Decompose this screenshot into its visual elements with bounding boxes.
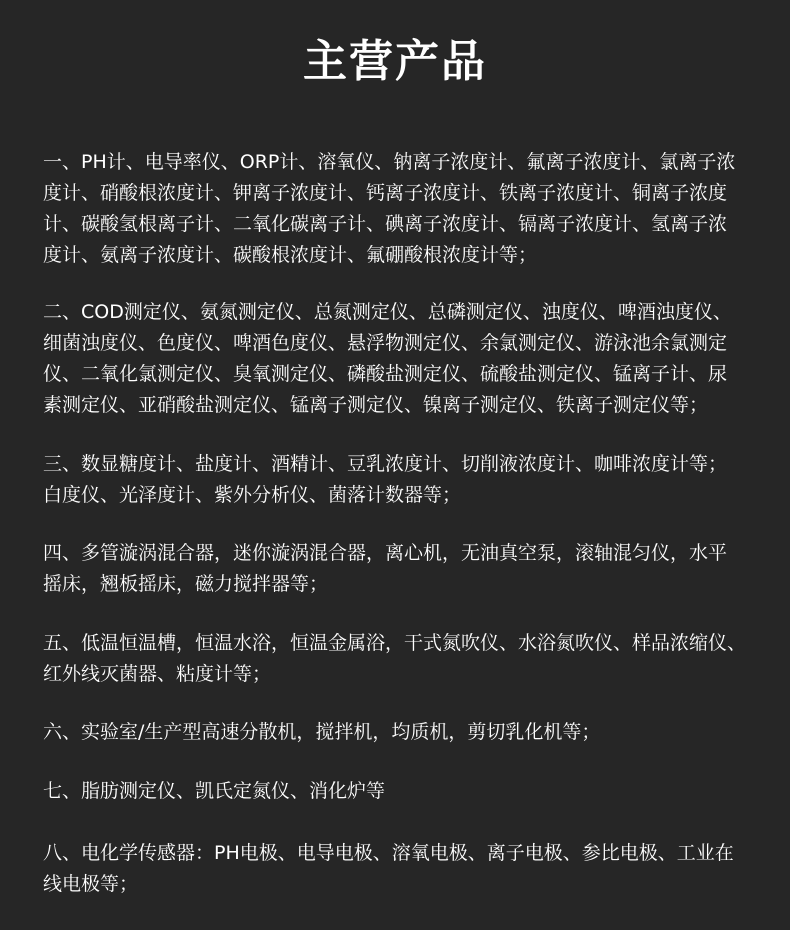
product-section-3 — [43, 449, 755, 511]
product-section-4 — [43, 538, 755, 600]
product-section-6 — [43, 717, 755, 748]
section-3-line-1: 三、数显糖度计、盐度计、酒精计、豆乳浓度计、切削液浓度计、咖啡浓度计等； — [43, 453, 728, 475]
section-4-line-1: 四、多管漩涡混合器，迷你漩涡混合器，离心机，无油真空泵，滚轴混匀仪，水平 — [43, 542, 728, 564]
product-section-2 — [43, 297, 755, 421]
section-4-line-2: 摇床，翘板摇床，磁力搅拌器等； — [43, 573, 329, 595]
product-section-8 — [43, 838, 755, 900]
section-1-line-1: 一、PH计、电导率仪、ORP计、溶氧仪、钠离子浓度计、氟离子浓度计、氯离子浓 — [43, 151, 736, 173]
section-2-line-1: 二、COD测定仪、氨氮测定仪、总氮测定仪、总磷测定仪、浊度仪、啤酒浊度仪、 — [43, 301, 732, 323]
product-section-7 — [43, 776, 755, 807]
section-8-line-1: 八、电化学传感器：PH电极、电导电极、溶氧电极、离子电极、参比电极、工业在 — [43, 842, 734, 864]
section-3-line-2: 白度仪、光泽度计、紫外分析仪、菌落计数器等； — [43, 484, 462, 506]
product-section-5 — [43, 628, 755, 690]
section-2-line-4: 素测定仪、亚硝酸盐测定仪、锰离子测定仪、镍离子测定仪、铁离子测定仪等； — [43, 394, 709, 416]
product-section-1 — [43, 147, 755, 271]
section-1-line-3: 计、碳酸氢根离子计、二氧化碳离子计、碘离子浓度计、镉离子浓度计、氢离子浓 — [43, 213, 728, 235]
page-title: 主营产品 — [303, 36, 487, 87]
section-5-line-2: 红外线灭菌器、粘度计等； — [43, 663, 272, 685]
section-7-line-1: 七、脂肪测定仪、凯氏定氮仪、消化炉等 — [43, 780, 386, 802]
section-1-line-2: 度计、硝酸根浓度计、钾离子浓度计、钙离子浓度计、铁离子浓度计、铜离子浓度 — [43, 182, 728, 204]
section-2-line-3: 仪、二氧化氯测定仪、臭氧测定仪、磷酸盐测定仪、硫酸盐测定仪、锰离子计、尿 — [43, 363, 728, 385]
section-6-line-1: 六、实验室/生产型高速分散机，搅拌机，均质机，剪切乳化机等； — [43, 721, 601, 743]
section-8-line-2: 线电极等； — [43, 873, 139, 895]
section-1-line-4: 度计、氨离子浓度计、碳酸根浓度计、氟硼酸根浓度计等； — [43, 244, 538, 266]
section-5-line-1: 五、低温恒温槽，恒温水浴，恒温金属浴，干式氮吹仪、水浴氮吹仪、样品浓缩仪、 — [43, 632, 747, 654]
section-2-line-2: 细菌浊度仪、色度仪、啤酒色度仪、悬浮物测定仪、余氯测定仪、游泳池余氯测定 — [43, 332, 728, 354]
